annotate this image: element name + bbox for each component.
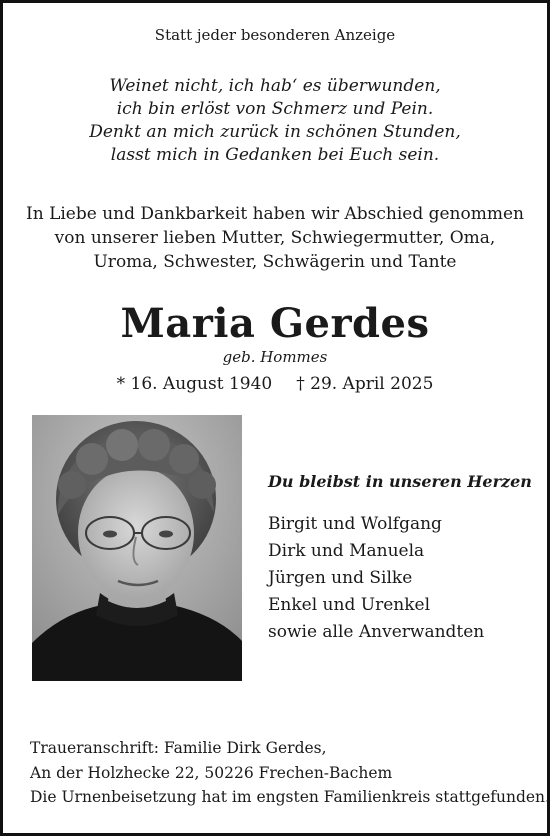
portrait-photo [32,415,242,681]
family-list [268,511,484,646]
header-note: Statt jeder besonderen Anzeige [154,26,396,44]
family-entry: Enkel und Urenkel [268,595,431,615]
poem-line: Denkt an mich zurück in schönen Stunden, [89,122,461,142]
birth-date: * 16. August 1940 [116,374,273,394]
closing-note: Die Urnenbeisetzung hat im engsten Familienkreis stattgefunden. [30,788,550,806]
family-entry: sowie alle Anverwandten [268,622,485,642]
address-line: An der Holzhecke 22, 50226 Frechen-Bachem [30,764,393,782]
intro-line: Uroma, Schwester, Schwägerin und Tante [93,252,457,272]
deceased-name: Maria Gerdes [120,300,430,347]
intro-text [0,202,550,274]
death-date: † 29. April 2025 [296,374,434,394]
poem [0,75,550,167]
intro-line: In Liebe und Dankbarkeit haben wir Abschied genommen [26,204,524,224]
family-entry: Dirk und Manuela [268,541,425,561]
quote: Du bleibst in unseren Herzen [268,472,532,491]
intro-line: von unserer lieben Mutter, Schwiegermutter, Oma, [54,228,496,248]
poem-line: ich bin erlöst von Schmerz und Pein. [116,99,434,119]
poem-line: Weinet nicht, ich hab‘ es überwunden, [109,76,441,96]
family-entry: Jürgen und Silke [268,568,413,588]
poem-line: lasst mich in Gedanken bei Euch sein. [110,145,440,165]
address-line: Traueranschrift: Familie Dirk Gerdes, [30,739,327,757]
family-entry: Birgit und Wolfgang [268,514,442,534]
life-dates [0,374,550,394]
maiden-name: geb. Hommes [222,348,328,366]
mourning-address [30,736,392,786]
